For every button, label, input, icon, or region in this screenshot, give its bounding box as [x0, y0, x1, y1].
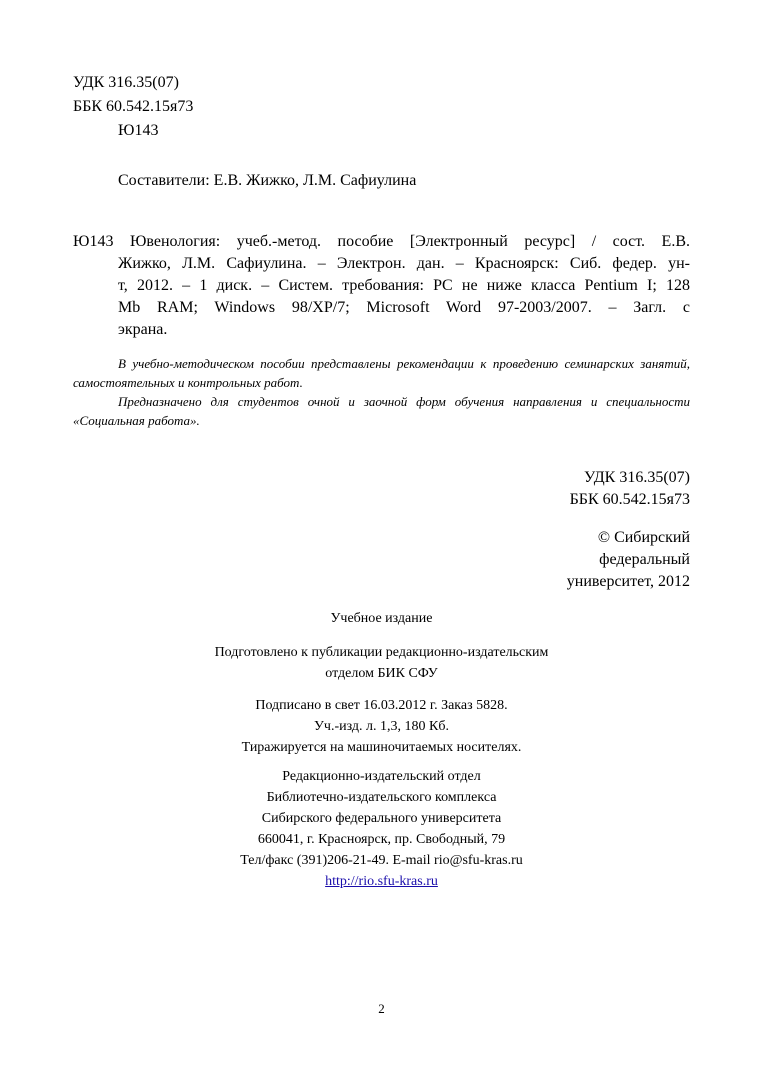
udk-code-right: УДК 316.35(07) [584, 469, 690, 486]
prepared-line-1: Подготовлено к публикации редакционно-издательским [214, 645, 549, 660]
copyright-line-1: © Сибирский [597, 529, 690, 546]
bib-line-1: Ю143 Ювенология: учеб.-метод. пособие [Электронный ресурс] / сост. Е.В. [73, 233, 690, 250]
udk-code: УДК 316.35(07) [73, 74, 179, 91]
publisher-line-2: Библиотечно-издательского комплекса [266, 790, 497, 805]
replication-line: Тиражируется на машиночитаемых носителях. [241, 740, 522, 755]
publisher-line-3: Сибирского федерального университета [261, 811, 502, 826]
bbk-code: ББК 60.542.15я73 [73, 98, 194, 115]
author-sign-code: Ю143 [118, 122, 159, 139]
annotation-paragraph-1: В учебно-методическом пособии представлены рекомендации к проведению семинарских занятий, самостоятельных и контрольных работ. [73, 356, 690, 390]
edition-type: Учебное издание [330, 611, 433, 626]
copyright-line-2: федеральный [599, 551, 690, 568]
copyright-line-3: университет, 2012 [566, 573, 690, 590]
copyright-block [567, 527, 690, 593]
publisher-line-1: Редакционно-издательский отдел [282, 769, 481, 784]
bib-line-3: т, 2012. – 1 диск. – Систем. требования: PC не ниже класса Pentium I; 128 [118, 277, 690, 294]
publisher-block [73, 766, 690, 892]
bib-line-2: Жижко, Л.М. Сафиулина. – Электрон. дан. – Красноярск: Сиб. федер. ун- [118, 255, 690, 272]
bib-line-4: Mb RAM; Windows 98/XP/7; Microsoft Word 97-2003/2007. – Загл. с [118, 299, 690, 316]
address-line: 660041, г. Красноярск, пр. Свободный, 79 [257, 832, 506, 847]
signed-line: Подписано в свет 16.03.2012 г. Заказ 5828. [255, 698, 508, 713]
bib-line-5: экрана. [118, 321, 168, 338]
page-number: 2 [378, 1001, 385, 1016]
prepared-by-block [73, 642, 690, 684]
publication-details [73, 695, 690, 758]
bbk-code-right: ББК 60.542.15я73 [569, 491, 690, 508]
compilers-line: Составители: Е.В. Жижко, Л.М. Сафиулина [118, 172, 417, 189]
contacts-line: Тел/факс (391)206-21-49. E-mail rio@sfu-kras.ru [240, 853, 523, 868]
website-link[interactable]: http://rio.sfu-kras.ru [325, 874, 438, 889]
classification-block [570, 467, 690, 511]
volume-line: Уч.-изд. л. 1,3, 180 Кб. [314, 719, 449, 734]
prepared-line-2: отделом БИК СФУ [325, 666, 438, 681]
annotation-paragraph-2: Предназначено для студентов очной и заочной форм обучения направления и специальности «Социальная работа». [73, 394, 690, 428]
